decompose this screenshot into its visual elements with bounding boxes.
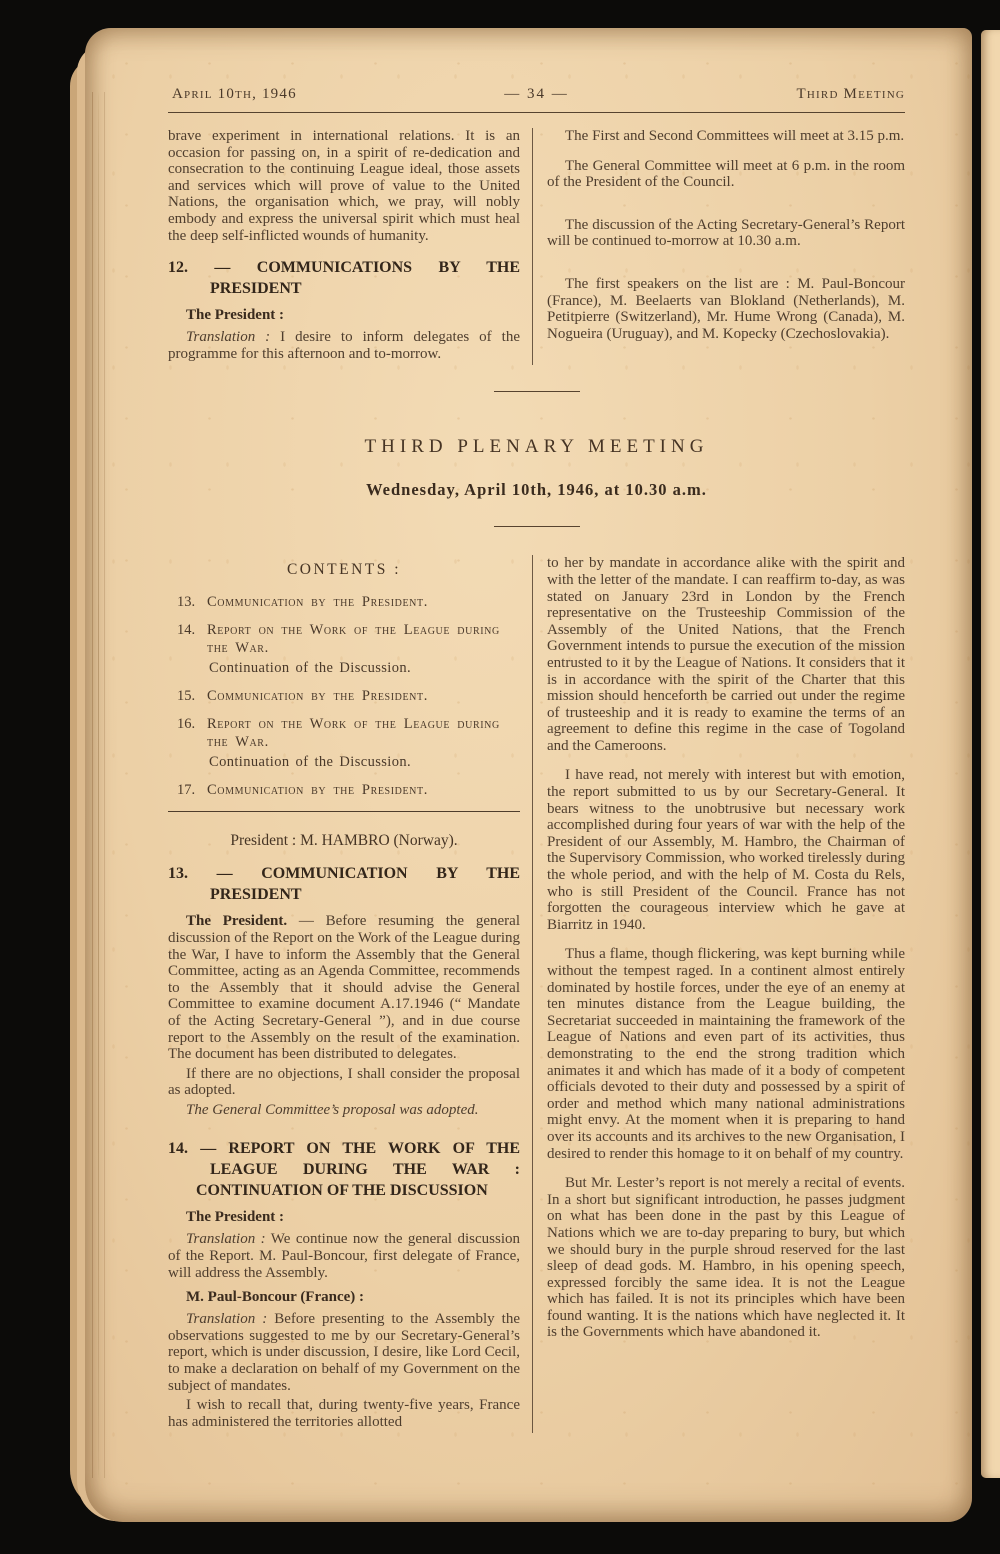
paragraph <box>168 329 520 362</box>
speaker-name: M. Paul-Boncour <box>186 1289 297 1306</box>
paragraph: to her by mandate in accordance alike with the spirit and with the letter of the mandate. I can reaffirm to-day, as was stated on January 23rd in London by the French representative on the Trusteeship Commission of the Assembly of the United Nations, that the French Government intends to pursue the execution of the mission entrusted to it by the League of Nations. It considers that it is in accordance with the spirit of the Charter that this mission should henceforth be carried out under the regime of trusteeship and it is ready to examine the terms of an agreement to define this regime in the case of Togoland and the Cameroons. <box>547 555 905 754</box>
contents-item-number: 15. <box>177 688 196 705</box>
main-section <box>168 555 905 1433</box>
next-page-edge <box>981 30 1000 1478</box>
contents-item <box>168 687 520 705</box>
divider-rule <box>494 526 580 527</box>
translation-label: Translation : <box>186 1231 266 1248</box>
paragraph: The first speakers on the list are : M. Paul-Boncour (France), M. Beelaerts van Blokland (Netherlands), M. Petitpierre (Switzerland), Mr. Hume Wrong (Canada), M. Nogueira (Uruguay), and M. Kopecky (Czechoslovakia). <box>547 275 905 342</box>
paragraph: If there are no objections, I shall consider the proposal as adopted. <box>168 1065 520 1099</box>
page-content <box>168 28 905 1433</box>
speaker-label: The President : <box>186 307 285 324</box>
paragraph <box>168 1231 520 1281</box>
speaker-label: The President : <box>186 1209 285 1226</box>
heading-line: 14. — REPORT ON THE WORK OF THE <box>168 1140 520 1158</box>
contents-item <box>168 593 520 611</box>
paragraph: The First and Second Committees will meet at 3.15 p.m. <box>565 128 905 144</box>
adoption-note: The General Committee’s proposal was adopted. <box>186 1101 479 1118</box>
header-meeting-label: Third Meeting <box>796 86 905 102</box>
contents-item-text: Communication by the President. <box>207 688 428 705</box>
page-edge-line <box>104 92 105 1478</box>
contents-item-subtext: Continuation of the Discussion. <box>209 754 412 771</box>
page-edge-line <box>92 92 93 1478</box>
section-heading-13 <box>168 863 520 905</box>
section-heading-12 <box>168 257 520 299</box>
header-page-number: — 34 — <box>504 86 569 102</box>
paragraph: The General Committee will meet at 6 p.m. in the room of the President of the Council. <box>547 157 905 191</box>
meeting-subtitle: Wednesday, April 10th, 1946, at 10.30 a.m. <box>366 480 707 500</box>
contents-item-subtext: Continuation of the Discussion. <box>209 660 412 677</box>
heading-line: PRESIDENT <box>210 280 302 298</box>
speaker-country: (France) : <box>296 1289 365 1306</box>
contents-title: CONTENTS : <box>286 561 402 579</box>
contents-item-text: Report on the Work of the League during the War. <box>207 716 500 751</box>
paragraph-text: — Before resuming the general discussion of the Report on the Work of the League during the War, I have to inform the Assembly that the General Committee, acting as an Agenda Committee, recommends to the Assembly that it should advise the General Committee to examine document A.17.1946 (“ Mandate of the Acting Secretary-General ”), and in due course report to the Assembly on the result of the examination. The document has been distributed to delegates. <box>168 913 520 1063</box>
paragraph <box>168 913 520 1062</box>
paragraph: Thus a flame, though flickering, was kept burning while without the tempest raged. In a continent almost entirely dominated by hostile forces, under the eye of an enemy at ten minutes distance from the League building, the Secretariat succeeded in maintaining the framework of the League of Nations and even part of its activities, thus demonstrating to the end the strong tradition which animates it and which has made of it a body of competent officials devoted to their duty and possessed by a spirit of order and method which many national administrations might envy. At the moment when it is preparing to hand over its accounts and its archives to the new Organisation, I desired to render this homage to it on behalf of my country. <box>547 946 905 1162</box>
top-section <box>168 128 905 365</box>
president-line: President : M. HAMBRO (Norway). <box>230 832 458 850</box>
contents-rule <box>168 811 520 812</box>
heading-line: 12. — COMMUNICATIONS BY THE <box>168 259 520 277</box>
page-edge-line <box>98 92 99 1478</box>
heading-line: CONTINUATION OF THE DISCUSSION <box>196 1182 488 1200</box>
book-page <box>85 28 972 1522</box>
paragraph: brave experiment in international relations. It is an occasion for passing on, in a spirit of re-dedication and consecration to the continuing League ideal, those assets and services which will prove of value to the United Nations, the organisation which, we pray, will nobly embody and express the universal spirit which must heal the deep self-inflicted wounds of humanity. <box>168 128 520 244</box>
divider-rule <box>494 391 580 392</box>
header-date: April 10th, 1946 <box>172 86 297 102</box>
top-right-column <box>532 128 905 365</box>
translation-label: Translation : <box>186 329 271 346</box>
heading-line: PRESIDENT <box>210 886 302 904</box>
contents-item-number: 17. <box>177 782 196 799</box>
top-left-column <box>168 128 520 365</box>
contents-item-text: Communication by the President. <box>207 782 428 799</box>
contents-item-text: Communication by the President. <box>207 594 428 611</box>
paragraph: The discussion of the Acting Secretary-General’s Report will be continued to-morrow at 10.30 a.m. <box>547 216 905 250</box>
contents-item-number: 16. <box>177 716 196 733</box>
translation-label: Translation : <box>186 1311 268 1328</box>
section-heading-14 <box>168 1138 520 1201</box>
contents-item-number: 14. <box>177 622 196 639</box>
paragraph-text: Before presenting to the Assembly the observations suggested to me by our Secretary-General’s report, which is under discussion, I desire, like Lord Cecil, to make a declaration on behalf of my Government on the subject of mandates. <box>168 1311 521 1394</box>
contents-item-number: 13. <box>177 594 196 611</box>
contents-item <box>168 715 520 751</box>
contents-item <box>168 621 520 657</box>
paragraph: I have read, not merely with interest but with emotion, the report submitted to us by our Secretary-General. It bears witness to the unobtrusive but necessary work accomplished during four years of war with the help of the President of our Assembly, M. Hambro, the Chairman of the Supervisory Commission, who worked tirelessly during the whole period, and with the help of M. Costa du Rels, who is still President of the Council. France has not forgotten the courageous interview which he gave at Biarritz in 1940. <box>547 767 905 933</box>
paragraph <box>168 1311 520 1394</box>
speaker-label <box>168 1289 520 1306</box>
paragraph-text: We continue now the general discussion of the Report. M. Paul-Boncour, first delegate of France, will address the Assembly. <box>168 1231 521 1281</box>
paragraph-text: I desire to inform delegates of the programme for this afternoon and to-morrow. <box>168 329 520 362</box>
heading-line: LEAGUE DURING THE WAR : <box>210 1161 520 1179</box>
main-left-column <box>168 555 520 1433</box>
meeting-title: THIRD PLENARY MEETING <box>364 436 709 458</box>
paragraph: But Mr. Lester’s report is not merely a recital of events. In a short but significant introduction, he passes judgment on what has been done in the past by this League of Nations which we are to-day preparing to bury, but which we should bury in the purple shroud reserved for the last sleep of dead gods. M. Hambro, in his opening speech, expressed forcibly the same idea. It is not the League which has failed. It is not its principles which have been found wanting. It is the nations which have neglected it. It is the Governments which have abandoned it. <box>547 1175 905 1341</box>
contents-item-text: Report on the Work of the League during the War. <box>207 622 500 657</box>
main-right-column <box>532 555 905 1433</box>
speaker-inline-label: The President. <box>186 913 288 930</box>
running-header <box>168 86 905 106</box>
paragraph: I wish to recall that, during twenty-five years, France has administered the territories allotted <box>168 1397 520 1430</box>
heading-line: 13. — COMMUNICATION BY THE <box>168 865 520 883</box>
contents-item <box>168 781 520 799</box>
header-rule <box>168 112 905 113</box>
